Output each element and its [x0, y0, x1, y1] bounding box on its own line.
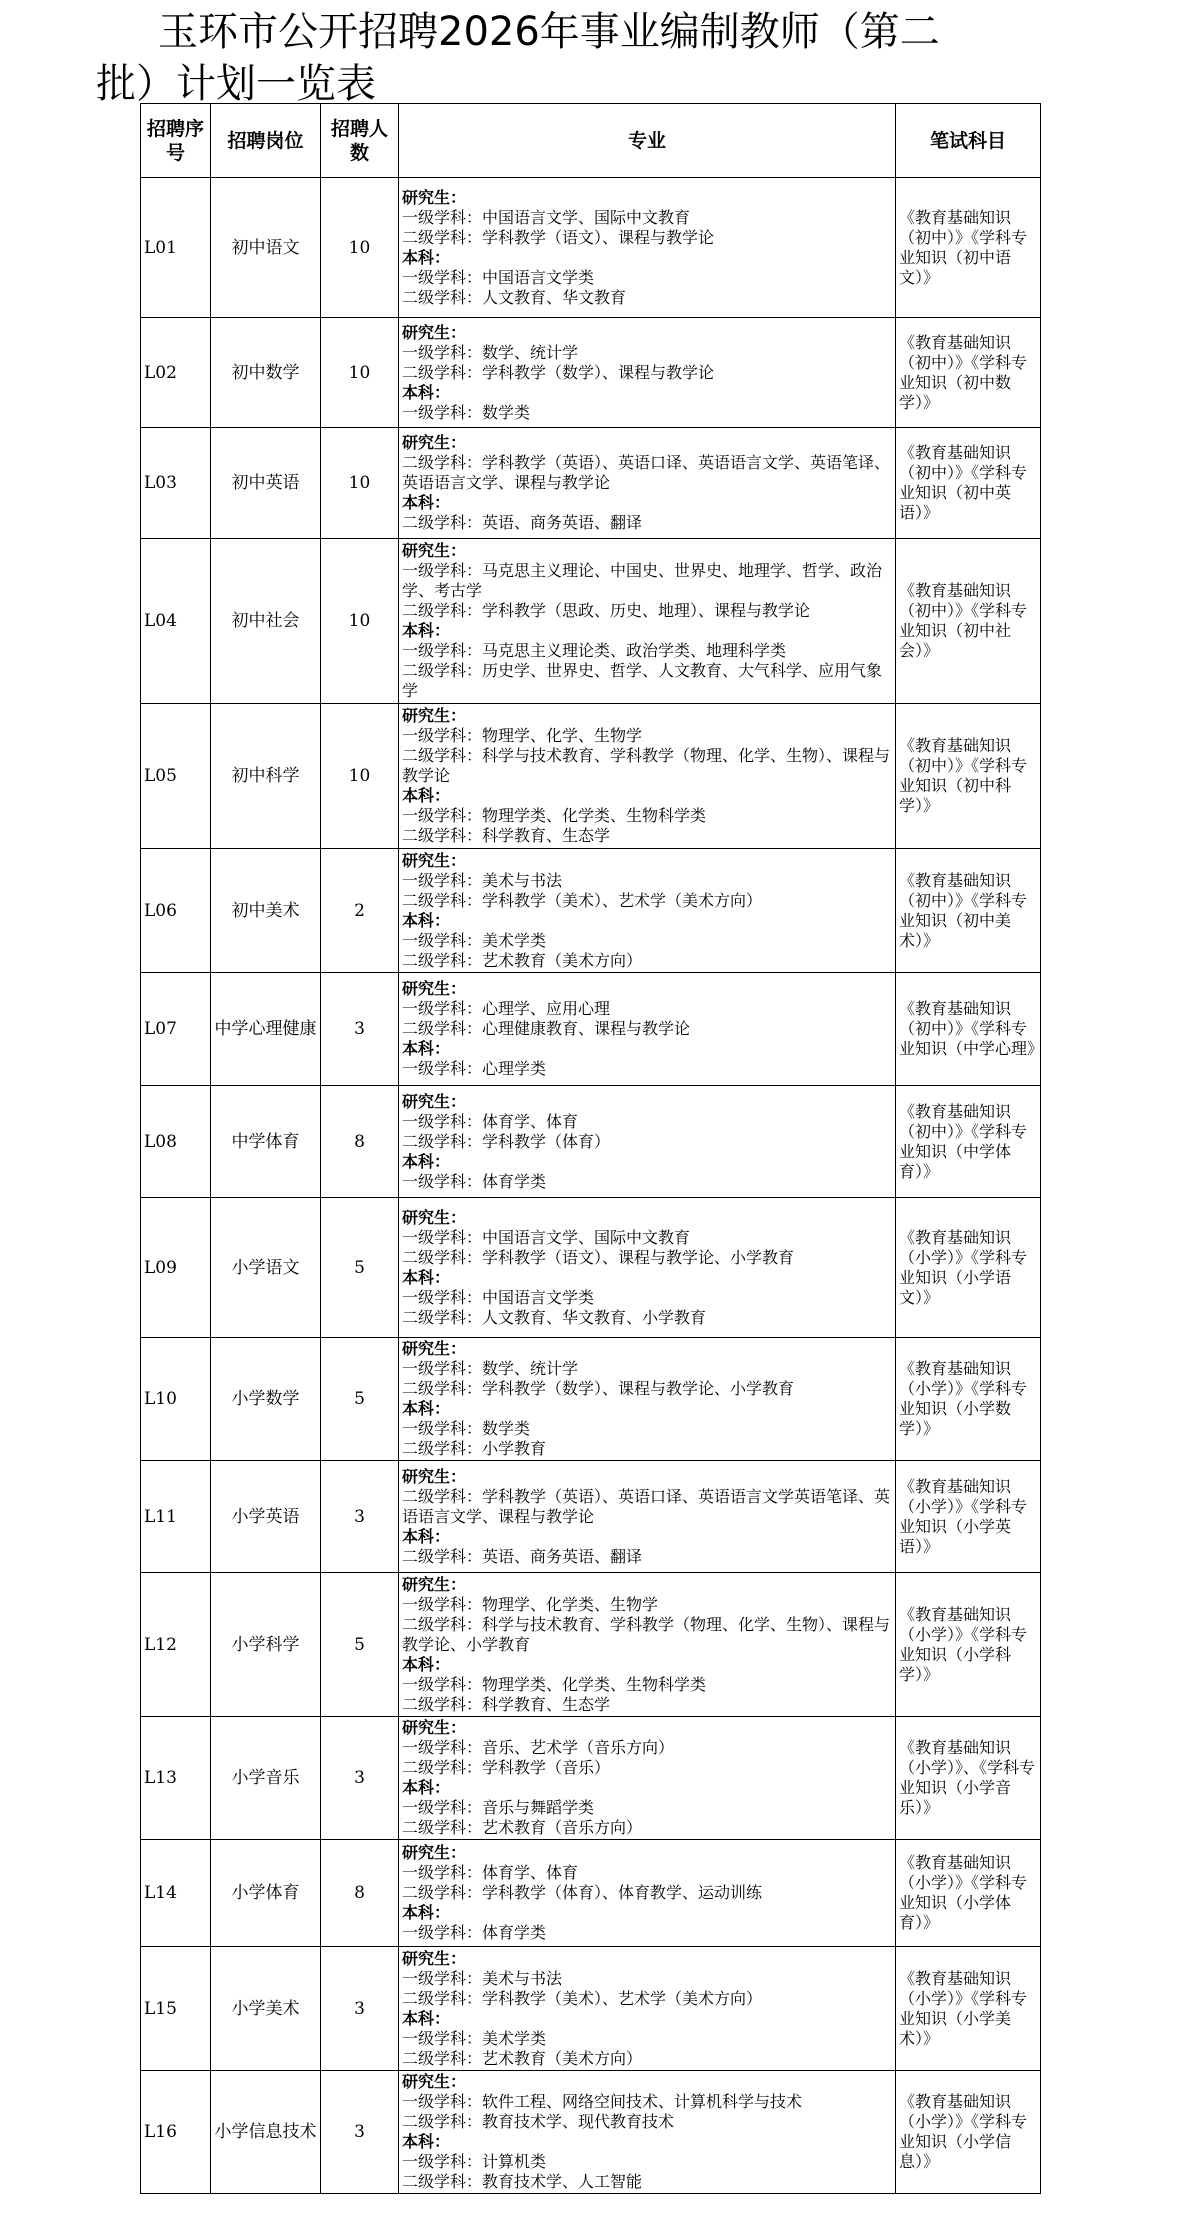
row-major [399, 1717, 896, 1840]
major-line: 研究生： [402, 979, 467, 998]
header-exam: 笔试科目 [896, 104, 1041, 178]
header-post: 招聘岗位 [211, 104, 321, 178]
major-line: 本科： [402, 1267, 451, 1287]
row-post: 小学信息技术 [211, 2071, 321, 2194]
row-major [399, 1947, 896, 2071]
row-major [399, 1198, 896, 1338]
row-major [399, 1461, 896, 1573]
major-line: 二级学科：学科教学（思政、历史、地理）、课程与教学论 [402, 601, 811, 620]
major-line: 一级学科：心理学、应用心理 [402, 999, 611, 1018]
row-exam: 《教育基础知识（初中）》《学科专业知识（中学体育）》 [896, 1086, 1041, 1198]
row-count: 3 [321, 1717, 399, 1840]
row-count: 3 [321, 2071, 399, 2194]
major-line: 二级学科：艺术教育（美术方向） [402, 950, 643, 970]
row-count: 3 [321, 973, 399, 1086]
major-line: 一级学科：中国语言文学类 [402, 267, 595, 287]
major-line: 研究生： [402, 1339, 467, 1358]
row-exam: 《教育基础知识（初中）》《学科专业知识（中学心理》 [896, 973, 1041, 1086]
major-line: 二级学科：科学与技术教育、学科教学（物理、化学、生物）、课程与教学论、小学教育 [402, 1614, 891, 1654]
major-line: 一级学科：计算机类 [402, 2152, 547, 2171]
major-line: 本科： [402, 247, 451, 267]
major-line: 二级学科：学科教学（数学）、课程与教学论 [402, 362, 715, 382]
major-line: 二级学科：英语、商务英语、翻译 [402, 1546, 643, 1566]
row-code: L11 [141, 1461, 211, 1573]
row-code: L03 [141, 428, 211, 539]
table-row [141, 1947, 1041, 2071]
major-line: 一级学科：数学、统计学 [402, 1359, 579, 1378]
major-line: 二级学科：学科教学（数学）、课程与教学论、小学教育 [402, 1379, 795, 1398]
major-line: 二级学科：历史学、世界史、哲学、人文教育、大气科学、应用气象学 [402, 661, 883, 700]
header-major: 专业 [399, 104, 896, 178]
table-row [141, 1338, 1041, 1461]
row-code: L14 [141, 1840, 211, 1947]
row-count: 8 [321, 1086, 399, 1198]
major-line: 一级学科：中国语言文学类 [402, 1287, 595, 1307]
major-line: 研究生： [402, 1718, 467, 1737]
major-line: 本科： [402, 1039, 451, 1058]
major-line: 二级学科：学科教学（美术）、艺术学（美术方向） [402, 1988, 763, 2008]
row-post: 中学体育 [211, 1086, 321, 1198]
row-major [399, 973, 896, 1086]
row-code: L08 [141, 1086, 211, 1198]
major-line: 二级学科：学科教学（语文）、课程与教学论 [402, 227, 715, 247]
major-line: 研究生： [402, 541, 467, 560]
row-count: 8 [321, 1840, 399, 1947]
major-line: 二级学科：艺术教育（音乐方向） [402, 1818, 643, 1837]
major-line: 一级学科：马克思主义理论类、政治学类、地理科学类 [402, 641, 787, 660]
row-exam: 《教育基础知识（初中）》《学科专业知识（初中英语）》 [896, 428, 1041, 539]
major-line: 二级学科：学科教学（语文）、课程与教学论、小学教育 [402, 1247, 795, 1267]
row-exam: 《教育基础知识（小学）》、《学科专业知识（小学音乐）》 [896, 1717, 1041, 1840]
major-line: 研究生： [402, 1574, 467, 1594]
major-line: 本科： [402, 1151, 451, 1171]
row-code: L16 [141, 2071, 211, 2194]
major-line: 二级学科：人文教育、华文教育、小学教育 [402, 1307, 707, 1327]
major-line: 本科： [402, 1654, 451, 1674]
major-line: 本科： [402, 382, 451, 402]
row-count: 10 [321, 704, 399, 849]
row-major [399, 318, 896, 428]
row-post: 小学音乐 [211, 1717, 321, 1840]
row-post: 小学科学 [211, 1573, 321, 1717]
major-line: 二级学科：学科教学（美术）、艺术学（美术方向） [402, 890, 763, 910]
row-count: 5 [321, 1573, 399, 1717]
table-row [141, 539, 1041, 704]
row-major [399, 704, 896, 849]
major-line: 一级学科：美术与书法 [402, 870, 563, 890]
major-line: 二级学科：人文教育、华文教育 [402, 287, 627, 307]
major-line: 本科： [402, 910, 451, 930]
major-line: 一级学科：体育学类 [402, 1923, 547, 1942]
row-post: 小学美术 [211, 1947, 321, 2071]
row-exam: 《教育基础知识（小学）》《学科专业知识（小学体育）》 [896, 1840, 1041, 1947]
major-line: 二级学科：教育技术学、现代教育技术 [402, 2112, 675, 2131]
row-count: 5 [321, 1338, 399, 1461]
major-line: 研究生： [402, 1207, 467, 1227]
row-exam: 《教育基础知识（小学）》《学科专业知识（小学语文）》 [896, 1198, 1041, 1338]
row-major [399, 1840, 896, 1947]
row-major [399, 178, 896, 318]
major-line: 本科： [402, 2008, 451, 2028]
row-code: L09 [141, 1198, 211, 1338]
major-line: 研究生： [402, 850, 467, 870]
row-count: 10 [321, 178, 399, 318]
row-major [399, 1573, 896, 1717]
major-line: 二级学科：教育技术学、人工智能 [402, 2172, 643, 2191]
major-line: 一级学科：中国语言文学、国际中文教育 [402, 1227, 691, 1247]
major-line: 研究生： [402, 1843, 467, 1862]
major-line: 一级学科：物理学、化学、生物学 [402, 726, 643, 745]
major-line: 研究生： [402, 2072, 467, 2091]
row-code: L02 [141, 318, 211, 428]
major-line: 研究生： [402, 187, 467, 207]
major-line: 研究生： [402, 1091, 467, 1111]
major-line: 一级学科：数学、统计学 [402, 342, 579, 362]
table-row [141, 1461, 1041, 1573]
row-code: L13 [141, 1717, 211, 1840]
major-line: 二级学科：科学教育、生态学 [402, 826, 611, 845]
row-exam: 《教育基础知识（小学）》《学科专业知识（小学数学）》 [896, 1338, 1041, 1461]
major-line: 二级学科：学科教学（英语）、英语口译、英语语言文学、英语笔译、英语语言文学、课程与教学论 [402, 453, 891, 492]
major-line: 二级学科：学科教学（音乐） [402, 1758, 611, 1777]
major-line: 本科： [402, 1526, 451, 1546]
table-row [141, 318, 1041, 428]
major-line: 本科： [402, 1778, 451, 1797]
row-post: 小学数学 [211, 1338, 321, 1461]
major-line: 一级学科：数学类 [402, 402, 531, 422]
major-line: 一级学科：数学类 [402, 1419, 531, 1438]
table-row [141, 1840, 1041, 1947]
row-exam: 《教育基础知识（初中）》《学科专业知识（初中数学）》 [896, 318, 1041, 428]
major-line: 一级学科：音乐与舞蹈学类 [402, 1798, 595, 1817]
row-exam: 《教育基础知识（小学）》《学科专业知识（小学科学）》 [896, 1573, 1041, 1717]
row-major [399, 849, 896, 973]
row-code: L15 [141, 1947, 211, 2071]
major-line: 研究生： [402, 433, 467, 452]
table-row [141, 2071, 1041, 2194]
major-line: 二级学科：英语、商务英语、翻译 [402, 513, 643, 532]
major-line: 一级学科：美术与书法 [402, 1968, 563, 1988]
row-code: L07 [141, 973, 211, 1086]
major-line: 一级学科：美术学类 [402, 930, 547, 950]
row-post: 初中数学 [211, 318, 321, 428]
row-major [399, 428, 896, 539]
row-exam: 《教育基础知识（小学）》《学科专业知识（小学信息）》 [896, 2071, 1041, 2194]
major-line: 二级学科：小学教育 [402, 1439, 547, 1458]
major-line: 一级学科：物理学类、化学类、生物科学类 [402, 1674, 707, 1694]
row-post: 初中语文 [211, 178, 321, 318]
page-title: 玉环市公开招聘2026年事业编制教师（第二批）计划一览表 [96, 9, 940, 107]
row-post: 初中科学 [211, 704, 321, 849]
row-post: 初中社会 [211, 539, 321, 704]
table-row [141, 1573, 1041, 1717]
major-line: 一级学科：体育学、体育 [402, 1863, 579, 1882]
row-exam: 《教育基础知识（初中）》《学科专业知识（初中语文）》 [896, 178, 1041, 318]
major-line: 本科： [402, 1399, 451, 1418]
row-major [399, 539, 896, 704]
row-count: 2 [321, 849, 399, 973]
row-count: 3 [321, 1947, 399, 2071]
row-exam: 《教育基础知识（初中）》《学科专业知识（初中美术）》 [896, 849, 1041, 973]
major-line: 二级学科：科学与技术教育、学科教学（物理、化学、生物）、课程与教学论 [402, 746, 891, 785]
row-post: 小学体育 [211, 1840, 321, 1947]
row-major [399, 2071, 896, 2194]
row-major [399, 1338, 896, 1461]
table-row [141, 1198, 1041, 1338]
row-code: L12 [141, 1573, 211, 1717]
table-row [141, 973, 1041, 1086]
row-post: 初中英语 [211, 428, 321, 539]
major-line: 二级学科：心理健康教育、课程与教学论 [402, 1019, 691, 1038]
header-count: 招聘人数 [321, 104, 399, 178]
row-post: 小学英语 [211, 1461, 321, 1573]
major-line: 二级学科：艺术教育（美术方向） [402, 2048, 643, 2068]
recruitment-plan-table [140, 103, 1044, 2194]
major-line: 一级学科：物理学、化学类、生物学 [402, 1594, 659, 1614]
row-post: 中学心理健康 [211, 973, 321, 1086]
major-line: 本科： [402, 493, 451, 512]
row-exam: 《教育基础知识（初中）》《学科专业知识（初中社会）》 [896, 539, 1041, 704]
row-post: 初中美术 [211, 849, 321, 973]
major-line: 一级学科：软件工程、网络空间技术、计算机科学与技术 [402, 2092, 803, 2111]
major-line: 研究生： [402, 706, 467, 725]
row-code: L06 [141, 849, 211, 973]
major-line: 本科： [402, 621, 451, 640]
table-row [141, 704, 1041, 849]
row-exam: 《教育基础知识（小学）》《学科专业知识（小学美术）》 [896, 1947, 1041, 2071]
major-line: 一级学科：中国语言文学、国际中文教育 [402, 207, 691, 227]
major-line: 研究生： [402, 1948, 467, 1968]
major-line: 一级学科：物理学类、化学类、生物科学类 [402, 806, 707, 825]
major-line: 一级学科：美术学类 [402, 2028, 547, 2048]
row-post: 小学语文 [211, 1198, 321, 1338]
major-line: 本科： [402, 786, 451, 805]
row-code: L10 [141, 1338, 211, 1461]
table-row [141, 1086, 1041, 1198]
major-line: 本科： [402, 2132, 451, 2151]
table-header-row [141, 104, 1041, 178]
row-count: 10 [321, 428, 399, 539]
major-line: 本科： [402, 1903, 451, 1922]
row-count: 10 [321, 539, 399, 704]
major-line: 研究生： [402, 1466, 467, 1486]
row-code: L04 [141, 539, 211, 704]
row-count: 3 [321, 1461, 399, 1573]
row-exam: 《教育基础知识（初中）》《学科专业知识（初中科学）》 [896, 704, 1041, 849]
major-line: 一级学科：马克思主义理论、中国史、世界史、地理学、哲学、政治学、考古学 [402, 561, 883, 600]
row-exam: 《教育基础知识（小学）》《学科专业知识（小学英语）》 [896, 1461, 1041, 1573]
major-line: 二级学科：学科教学（体育）、体育教学、运动训练 [402, 1883, 763, 1902]
table-row [141, 178, 1041, 318]
row-code: L01 [141, 178, 211, 318]
major-line: 一级学科：音乐、艺术学（音乐方向） [402, 1738, 675, 1757]
major-line: 研究生： [402, 322, 467, 342]
header-code: 招聘序号 [141, 104, 211, 178]
major-line: 一级学科：体育学类 [402, 1171, 547, 1191]
row-major [399, 1086, 896, 1198]
row-code: L05 [141, 704, 211, 849]
table-row [141, 1717, 1041, 1840]
table-row [141, 849, 1041, 973]
major-line: 一级学科：体育学、体育 [402, 1111, 579, 1131]
major-line: 二级学科：学科教学（体育） [402, 1131, 611, 1151]
row-count: 10 [321, 318, 399, 428]
table-row [141, 428, 1041, 539]
major-line: 二级学科：科学教育、生态学 [402, 1694, 611, 1714]
major-line: 二级学科：学科教学（英语）、英语口译、英语语言文学英语笔译、英语语言文学、课程与教学论 [402, 1486, 891, 1526]
row-count: 5 [321, 1198, 399, 1338]
major-line: 一级学科：心理学类 [402, 1059, 547, 1078]
